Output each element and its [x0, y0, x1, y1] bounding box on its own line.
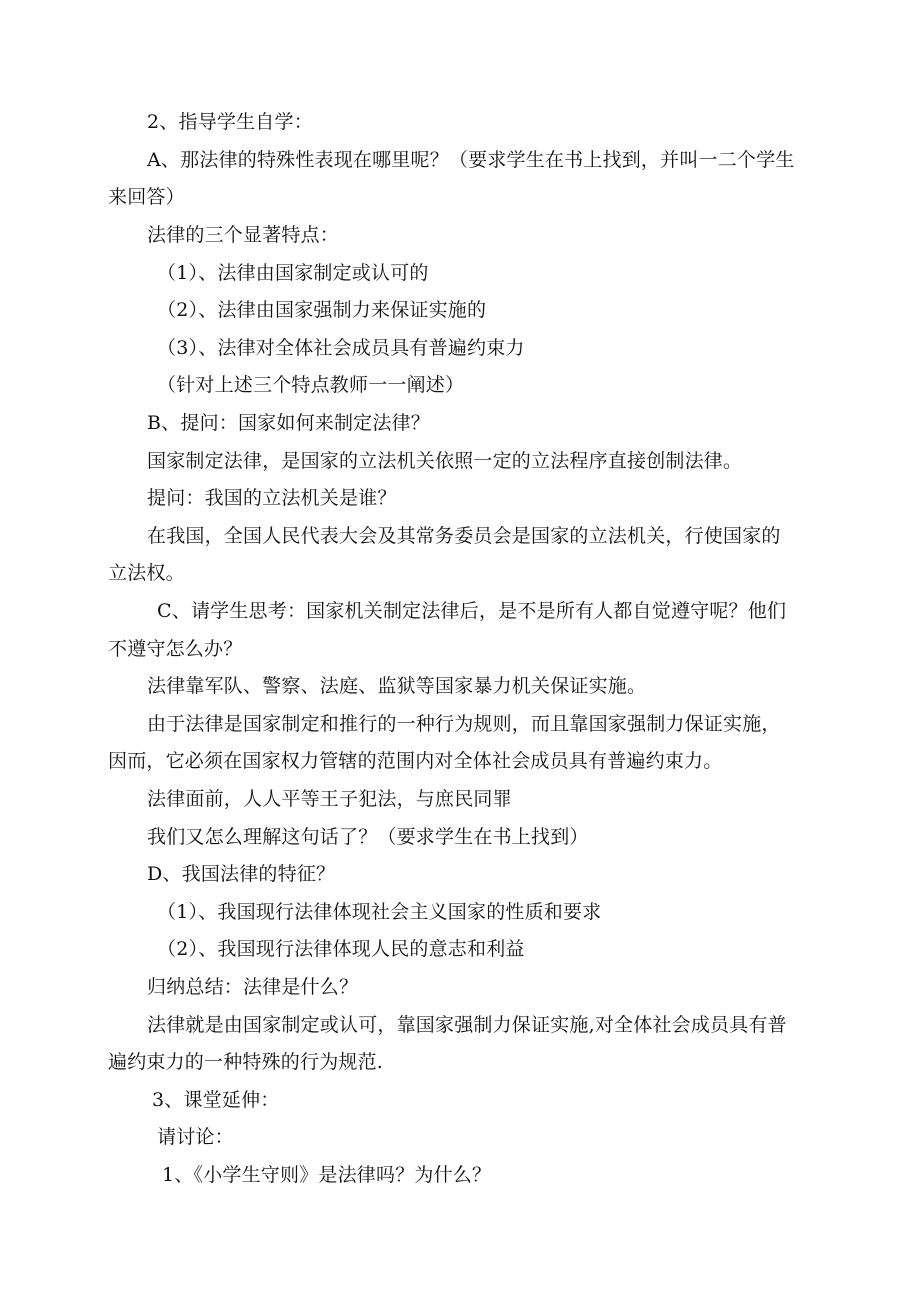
- paragraph-line: B、提问：国家如何来制定法律？: [147, 412, 430, 434]
- paragraph-line: 来回答）: [108, 186, 185, 208]
- section-heading-extension: 3、课堂延伸：: [152, 1089, 280, 1111]
- paragraph-line: 法律面前，人人平等王子犯法，与庶民同罪: [147, 788, 512, 810]
- paragraph-line: 归纳总结：法律是什么？: [147, 976, 359, 998]
- paragraph-line: 我们又怎么理解这句话了？（要求学生在书上找到）: [147, 826, 589, 848]
- paragraph-line: 法律的三个显著特点：: [147, 224, 340, 246]
- paragraph-line: 法律靠军队、警察、法庭、监狱等国家暴力机关保证实施。: [147, 675, 647, 697]
- list-item: （2）、法律由国家强制力来保证实施的: [157, 299, 487, 321]
- list-item: 1、《小学生守则》是法律吗？为什么？: [162, 1164, 492, 1186]
- list-item: （3）、法律对全体社会成员具有普遍约束力: [157, 337, 525, 359]
- paragraph-line: D、我国法律的特征？: [147, 863, 336, 885]
- paragraph-line: 提问：我国的立法机关是谁？: [147, 487, 397, 509]
- section-heading-self-study: 2、指导学生自学：: [147, 111, 313, 133]
- paragraph-line: 立法权。: [108, 562, 185, 584]
- paragraph-line: 请讨论：: [157, 1126, 234, 1148]
- paragraph-line: C、请学生思考：国家机关制定法律后，是不是所有人都自觉遵守呢？他们: [157, 600, 787, 622]
- paragraph-line: 不遵守怎么办？: [108, 638, 243, 660]
- paragraph-line: 因而，它必须在国家权力管辖的范围内对全体社会成员具有普遍约束力。: [108, 750, 723, 772]
- paragraph-line: 在我国，全国人民代表大会及其常务委员会是国家的立法机关，行使国家的: [147, 525, 781, 547]
- paragraph-line: 遍约束力的一种特殊的行为规范.: [108, 1051, 384, 1073]
- paragraph-line: 由于法律是国家制定和推行的一种行为规则，而且靠国家强制力保证实施，: [147, 713, 781, 735]
- list-item: （1）、法律由国家制定或认可的: [157, 262, 429, 284]
- paragraph-line: 法律就是由国家制定或认可，靠国家强制力保证实施,对全体社会成员具有普: [147, 1014, 787, 1036]
- list-item: （1）、我国现行法律体现社会主义国家的性质和要求: [157, 901, 602, 923]
- paragraph-line: （针对上述三个特点教师一一阐述）: [157, 374, 465, 396]
- paragraph-line: 国家制定法律，是国家的立法机关依照一定的立法程序直接创制法律。: [147, 450, 743, 472]
- paragraph-line: A、那法律的特殊性表现在哪里呢？（要求学生在书上找到，并叫一二个学生: [147, 149, 795, 171]
- list-item: （2）、我国现行法律体现人民的意志和利益: [157, 938, 525, 960]
